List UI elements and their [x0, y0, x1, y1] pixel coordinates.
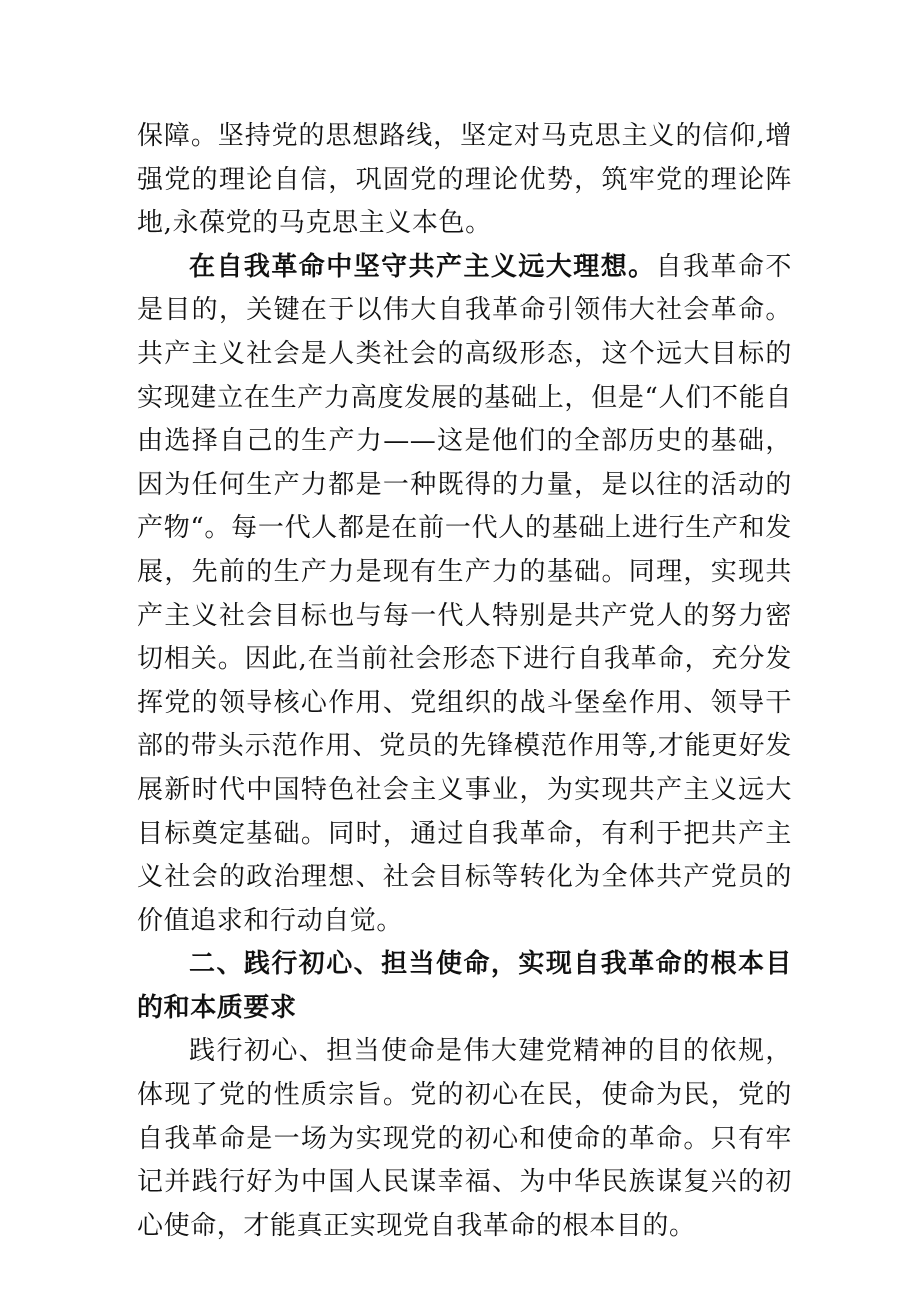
- paragraph-communist-ideal: [137, 246, 792, 944]
- paragraph-lead-bold: 在自我革命中坚守共产主义远大理想。: [189, 251, 656, 282]
- paragraph-body-text: 自我革命不是目的，关键在于以伟大自我革命引领伟大社会革命。共产主义社会是人类社会的高级形态，这个远大目标的实现建立在生产力高度发展的基础上，但是“人们不能自由选择自己的生产力——这是他们的全部历史的基础，因为任何生产力都是一种既得的力量，是以往的活动的产物“。每一代人都是在前一代人的基础上进行生产和发展，先前的生产力是现有生产力的基础。同理，实现共产主义社会目标也与每一代人特别是共产党人的努力密切相关。因此,在当前社会形态下进行自我革命，充分发挥党的领导核心作用、党组织的战斗堡垒作用、领导干部的带头示范作用、党员的先锋模范作用等,才能更好发展新时代中国特色社会主义事业，为实现共产主义远大目标奠定基础。同时，通过自我革命，有利于把共产主义社会的政治理想、社会目标等转化为全体共产党员的价值追求和行动自觉。: [137, 251, 792, 936]
- document-body: [137, 115, 792, 1248]
- section-heading: 二、践行初心、担当使命，实现自我革命的根本目的和本质要求: [137, 949, 792, 1023]
- paragraph-original-mission: 践行初心、担当使命是伟大建党精神的目的依规，体现了党的性质宗旨。党的初心在民，使命为民，党的自我革命是一场为实现党的初心和使命的革命。只有牢记并践行好为中国人民谋幸福、为中华民族谋复兴的初心使命，才能真正实现党自我革命的根本目的。: [137, 1036, 792, 1241]
- paragraph-continuation: 保障。坚持党的思想路线，坚定对马克思主义的信仰,增强党的理论自信，巩固党的理论优势，筑牢党的理论阵地,永葆党的马克思主义本色。: [137, 121, 792, 239]
